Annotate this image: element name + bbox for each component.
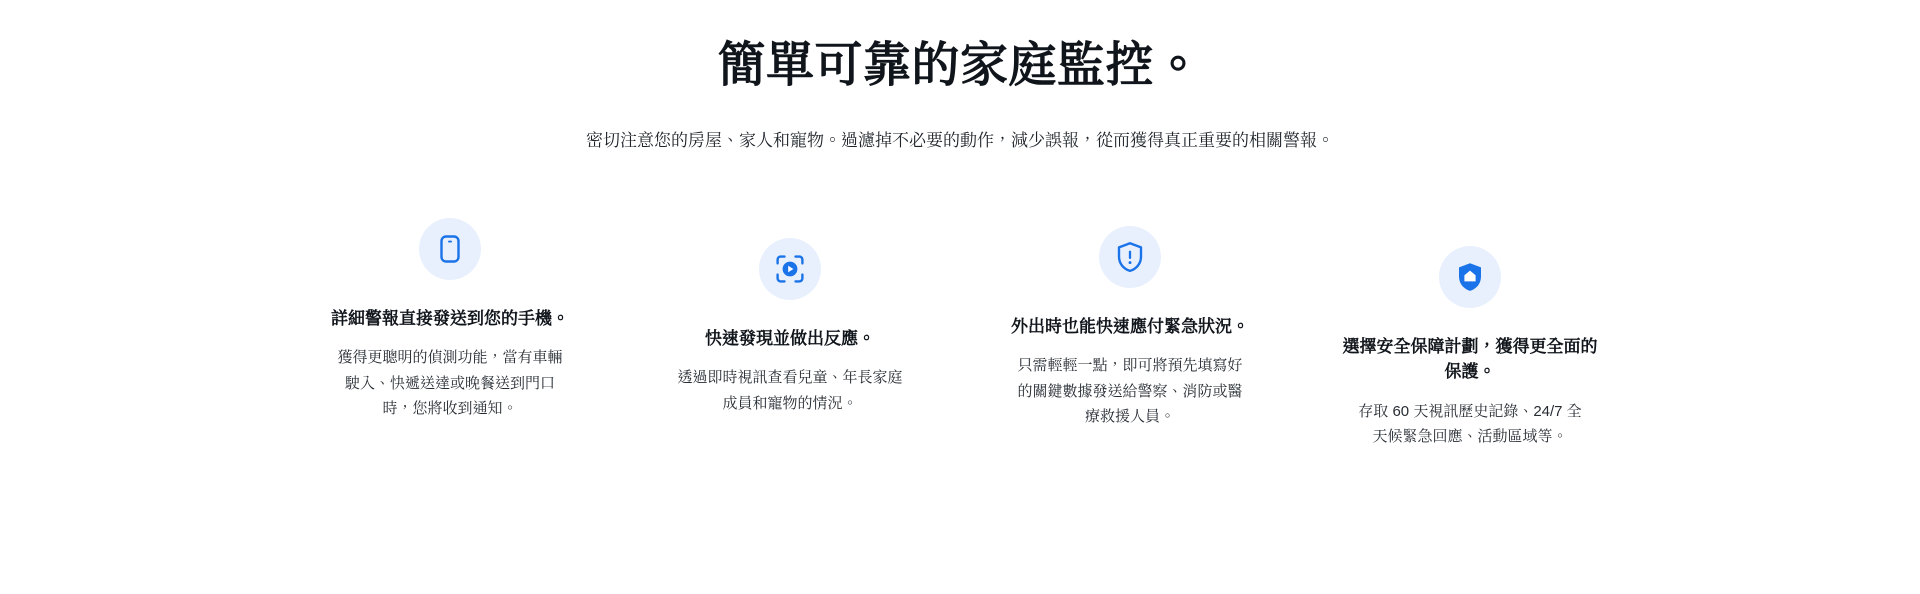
feature-description: 獲得更聰明的偵測功能，當有車輛駛入、快遞送達或晚餐送到門口時，您將收到通知。: [337, 349, 563, 418]
feature-title: 選擇安全保障計劃，獲得更全面的保護。: [1342, 336, 1598, 382]
phone-icon: [419, 218, 481, 280]
feature-description: 透過即時視訊查看兒童、年長家庭成員和寵物的情況。: [677, 369, 903, 412]
hero-section: [0, 0, 1920, 156]
feature-title: 外出時也能快速應付緊急狀況。: [1011, 316, 1249, 336]
feature-title: 快速發現並做出反應。: [705, 328, 875, 348]
feature-title: 詳細警報直接發送到您的手機。: [331, 308, 569, 328]
page-title: 簡單可靠的家庭監控。: [717, 39, 1203, 92]
feature-description: 存取 60 天視訊歷史記錄、24/7 全天候緊急回應、活動區域等。: [1358, 402, 1582, 446]
hero-subtitle: 密切注意您的房屋、家人和寵物。過濾掉不必要的動作，減少誤報，從而獲得真正重要的相關警報。: [586, 131, 1334, 150]
feature-list: [0, 218, 1920, 450]
feature-card-phone: [280, 218, 620, 422]
shield-home-icon: [1439, 246, 1501, 308]
live-video-icon: [759, 238, 821, 300]
shield-alert-icon: [1099, 226, 1161, 288]
feature-description: 只需輕輕一點，即可將預先填寫好的關鍵數據發送給警察、消防或醫療救援人員。: [1017, 357, 1243, 426]
feature-card-live-video: [620, 218, 960, 417]
feature-card-emergency: [960, 218, 1300, 430]
feature-card-plan: [1300, 218, 1640, 450]
